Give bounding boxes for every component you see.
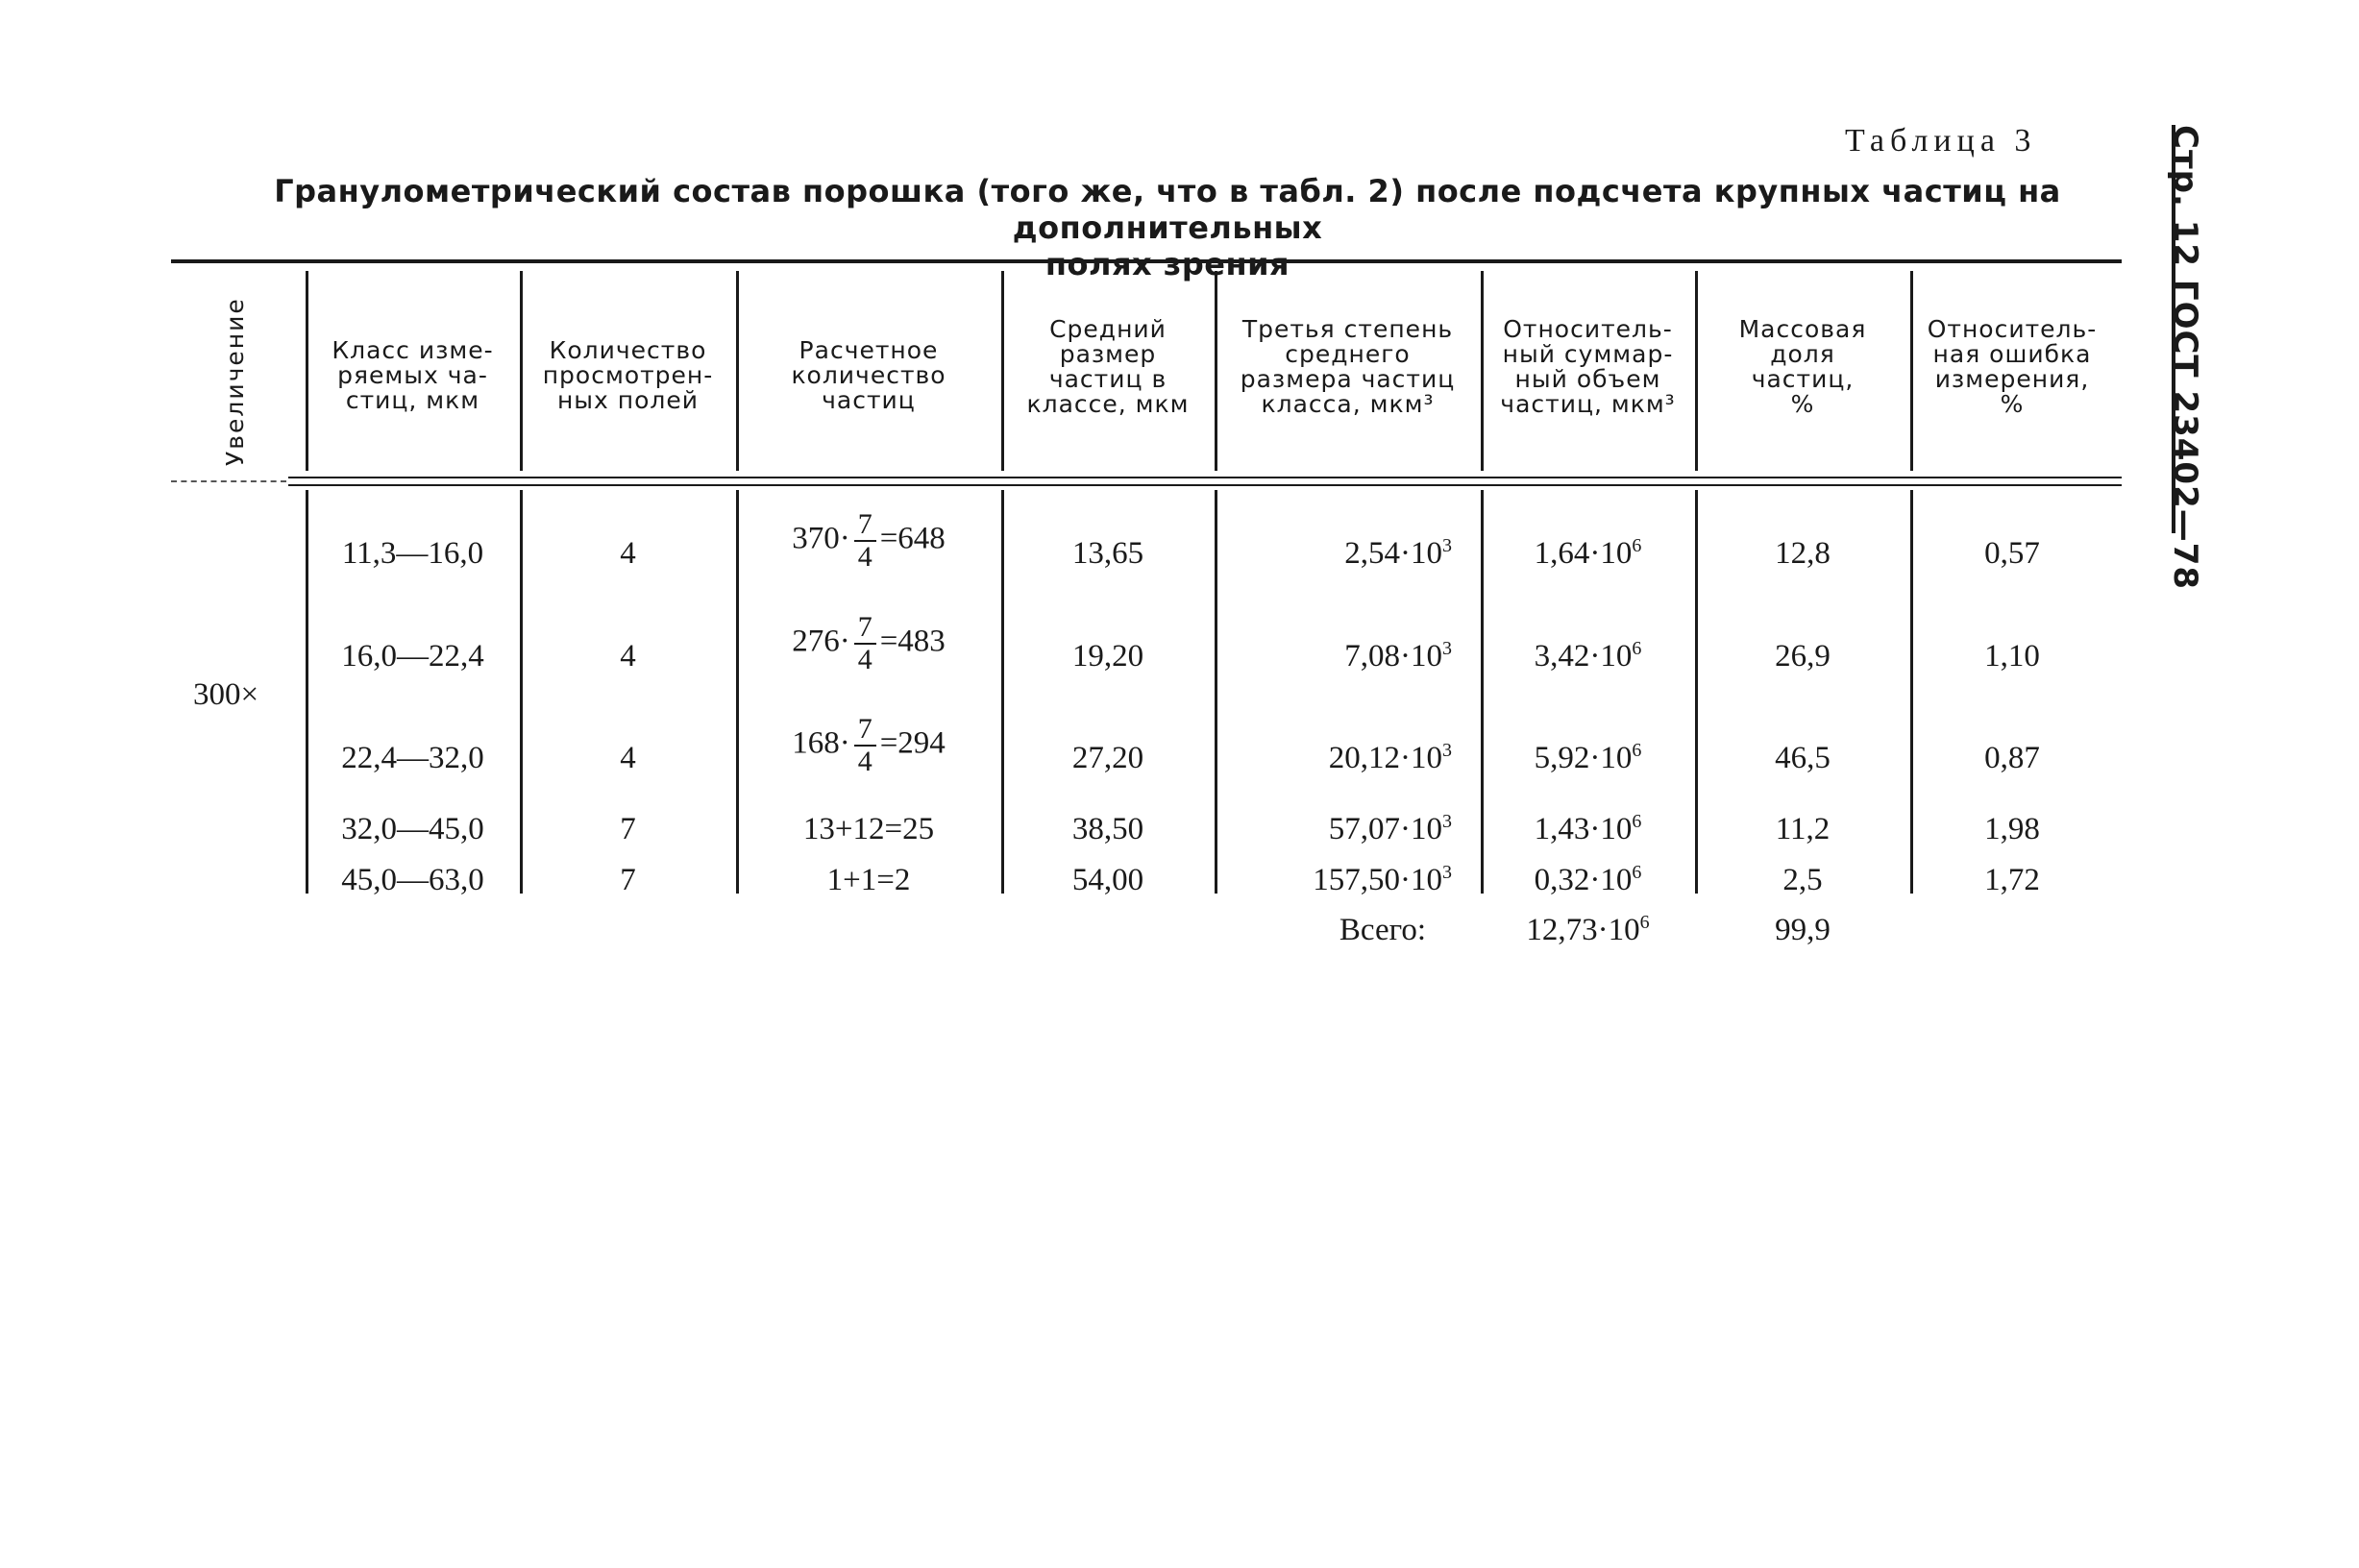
- cell-cube: $2,54\cdot 10^3$: [1344, 535, 1452, 571]
- header-column-rule: [736, 271, 739, 471]
- cell-avg: 13,65: [1071, 536, 1144, 571]
- header-bottom-rule-2: [288, 484, 2122, 486]
- column-header-calc: Расчетное количество частиц: [791, 336, 946, 414]
- cell-calc: [736, 612, 1001, 675]
- cell-avg: 27,20: [1071, 741, 1144, 775]
- column-header-fields: Количество просмотрен- ных полей: [542, 336, 714, 414]
- exponent: 6: [1632, 740, 1642, 761]
- table-title-line-1: Гранулометрический состав порошка (того же, что в табл. 2) после подсчета крупных частиц на дополнительных: [274, 173, 2061, 246]
- column-header-cube: Третья степень среднего размера частиц класса, мкм³: [1240, 315, 1456, 418]
- calc-result: =294: [879, 725, 946, 761]
- cell-error: 0,87: [1984, 741, 2040, 775]
- cell-calc: 1+1=2: [826, 863, 911, 897]
- cell-mass: 2,5: [1782, 863, 1823, 897]
- cell-volume: $3,42\cdot 10^6$: [1534, 638, 1642, 674]
- exponent: 6: [1632, 862, 1642, 883]
- column-header-avg: Средний размер частиц в классе, мкм: [1026, 315, 1190, 418]
- exponent: 6: [1632, 811, 1642, 832]
- cell-fields: 7: [620, 812, 636, 846]
- header-column-rule: [1001, 271, 1004, 471]
- table-title: [192, 173, 2143, 282]
- cell-volume: $1,43\cdot 10^6$: [1534, 811, 1642, 846]
- cell-fields: 7: [620, 863, 636, 897]
- fraction-denominator: 4: [857, 541, 872, 573]
- cell-avg: 19,20: [1071, 639, 1144, 674]
- column-header-magnification: Увеличение: [221, 297, 249, 466]
- header-column-rule: [1215, 271, 1217, 471]
- calc-base: 276·: [792, 624, 850, 659]
- cell-cube: $57,07\cdot 10^3$: [1328, 811, 1452, 846]
- cell-cube: $7,08\cdot 10^3$: [1344, 638, 1452, 674]
- exponent: 3: [1442, 862, 1452, 883]
- table-title-line-2: полях зрения: [1044, 246, 1290, 282]
- cell-fields: 4: [620, 536, 636, 571]
- calc-base: 168·: [792, 725, 850, 761]
- header-column-rule: [1910, 271, 1913, 471]
- cell-calc: [736, 714, 1001, 777]
- column-header-error: Относитель- ная ошибка измерения, %: [1927, 315, 2098, 418]
- cell-class: 16,0—22,4: [341, 639, 484, 674]
- exponent: 3: [1442, 535, 1452, 556]
- exponent: 3: [1442, 740, 1452, 761]
- fraction-numerator: 7: [854, 714, 876, 747]
- cell-error: 0,57: [1984, 536, 2040, 571]
- fraction-denominator: 4: [857, 644, 872, 675]
- table-top-rule: [171, 259, 2122, 263]
- calc-fraction: [854, 509, 876, 573]
- calc-fraction: [854, 714, 876, 777]
- calc-base: 370·: [792, 521, 850, 556]
- column-header-class: Класс изме- ряемых ча- стиц, мкм: [332, 336, 494, 414]
- cell-avg: 54,00: [1071, 863, 1144, 897]
- cell-fields: 4: [620, 639, 636, 674]
- side-header-text: Стр. 12 ГОСТ 23402—78: [2166, 125, 2204, 591]
- cell-mass: 46,5: [1775, 741, 1831, 775]
- fraction-numerator: 7: [854, 509, 876, 542]
- side-header: [2166, 125, 2231, 591]
- cell-volume: $1,64\cdot 10^6$: [1534, 535, 1642, 571]
- magnification-cell: 300×: [192, 677, 259, 712]
- cell-volume: $5,92\cdot 10^6$: [1534, 740, 1642, 775]
- exponent: 3: [1442, 811, 1452, 832]
- cell-class: 11,3—16,0: [341, 536, 484, 571]
- cell-class: 32,0—45,0: [341, 812, 484, 846]
- calc-fraction: [854, 612, 876, 675]
- cell-avg: 38,50: [1071, 812, 1144, 846]
- cell-fields: 4: [620, 741, 636, 775]
- total-volume: $12,73\cdot 10^6$: [1526, 912, 1650, 947]
- cell-calc: 13+12=25: [802, 812, 935, 846]
- column-header-mass: Массовая доля частиц, %: [1738, 315, 1867, 418]
- header-column-rule: [520, 271, 523, 471]
- header-dash-left: [171, 480, 286, 482]
- cell-cube: $20,12\cdot 10^3$: [1328, 740, 1452, 775]
- exponent: 6: [1639, 912, 1650, 933]
- header-column-rule: [1481, 271, 1484, 471]
- calc-result: =648: [879, 521, 946, 556]
- cell-class: 22,4—32,0: [341, 741, 484, 775]
- exponent: 6: [1632, 638, 1642, 659]
- exponent: 3: [1442, 638, 1452, 659]
- table-label: Таблица 3: [1845, 123, 2037, 159]
- cell-error: 1,98: [1984, 812, 2040, 846]
- column-header-volume: Относитель- ный суммар- ный объем частиц, мкм³: [1500, 315, 1676, 418]
- cell-error: 1,72: [1984, 863, 2040, 897]
- exponent: 6: [1632, 535, 1642, 556]
- cell-cube: $157,50\cdot 10^3$: [1313, 862, 1452, 897]
- cell-volume: $0,32\cdot 10^6$: [1534, 862, 1642, 897]
- fraction-numerator: 7: [854, 612, 876, 645]
- calc-result: =483: [879, 624, 946, 659]
- total-mass: 99,9: [1775, 913, 1831, 947]
- fraction-denominator: 4: [857, 746, 872, 777]
- cell-mass: 26,9: [1775, 639, 1831, 674]
- total-label: Всего:: [1339, 913, 1426, 947]
- cell-error: 1,10: [1984, 639, 2040, 674]
- header-bottom-rule: [288, 477, 2122, 478]
- header-column-rule: [1695, 271, 1698, 471]
- cell-class: 45,0—63,0: [341, 863, 484, 897]
- cell-mass: 11,2: [1775, 812, 1831, 846]
- header-column-rule: [306, 271, 308, 471]
- cell-mass: 12,8: [1775, 536, 1831, 571]
- cell-calc: [736, 509, 1001, 573]
